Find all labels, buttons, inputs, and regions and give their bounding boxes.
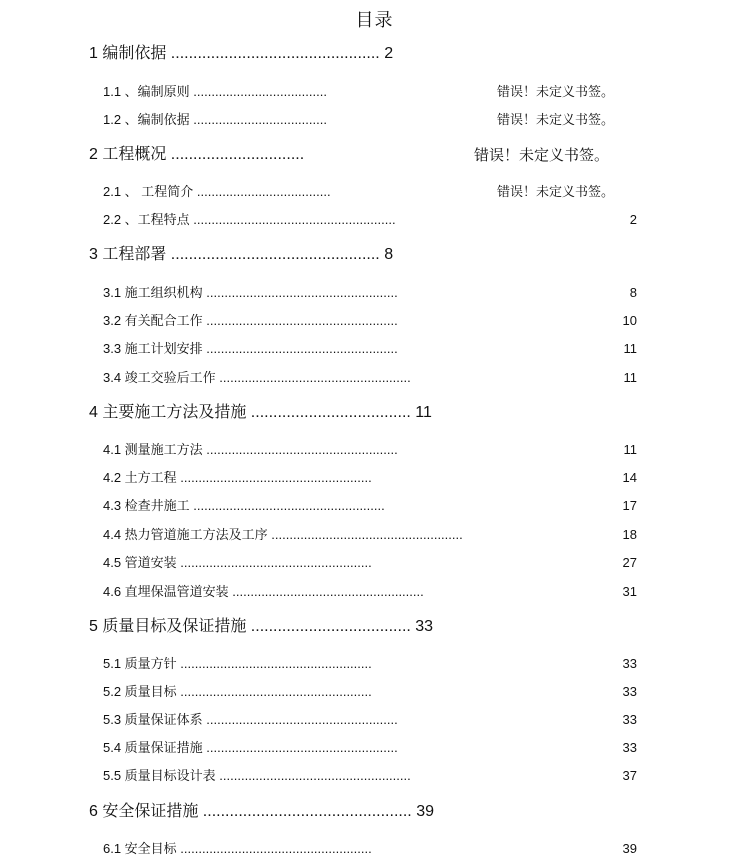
toc-entry-4-1[interactable]	[103, 443, 398, 456]
toc-title: 目录	[355, 10, 394, 30]
toc-bookmark-error: 错误！未定义书签。	[497, 184, 615, 199]
toc-leader-dots: .....................................................	[219, 370, 411, 385]
toc-entry-2-2[interactable]	[103, 213, 396, 226]
toc-entry-label: 4.5 管道安装	[103, 555, 181, 570]
toc-entry-label: 6 安全保证措施	[89, 803, 203, 820]
toc-page-number: 2	[629, 212, 637, 227]
toc-entry-4-2[interactable]	[103, 471, 372, 484]
toc-entry-4-5[interactable]	[103, 556, 372, 569]
toc-leader-dots: ....................................	[250, 404, 411, 421]
toc-bookmark-error: 错误！未定义书签。	[497, 112, 615, 127]
toc-entry-4-4[interactable]	[103, 528, 463, 541]
toc-entry-6-1[interactable]	[103, 842, 372, 855]
toc-entry-4-3[interactable]	[103, 499, 385, 512]
toc-page-number: 8	[629, 285, 637, 300]
toc-entry-label: 3.4 竣工交验后工作	[103, 370, 220, 385]
toc-page-number: 11	[623, 442, 637, 457]
toc-page-number: 33	[415, 618, 434, 635]
toc-leader-dots: ....................................	[196, 112, 327, 127]
toc-leader-dots: ..............................	[170, 146, 305, 163]
toc-page-number: 39	[622, 841, 637, 856]
toc-entry-label: 5 质量目标及保证措施	[89, 618, 251, 635]
toc-page-number: 11	[623, 341, 637, 356]
toc-entry-1[interactable]	[89, 46, 393, 62]
toc-page-number: 33	[622, 656, 637, 671]
toc-entry-3-1[interactable]	[103, 286, 398, 299]
toc-leader-dots: ....................................	[200, 184, 331, 199]
toc-page-number: 33	[622, 740, 637, 755]
toc-entry-label: 4.6 直埋保温管道安装	[103, 584, 233, 599]
toc-page-number: 14	[622, 470, 637, 485]
toc-bookmark-error: 错误！未定义书签。	[497, 84, 615, 99]
toc-leader-dots: .....................................................	[193, 498, 385, 513]
toc-entry-5[interactable]	[89, 619, 433, 635]
toc-entry-label: 5.1 质量方针	[103, 656, 181, 671]
toc-leader-dots: .......................................................	[196, 212, 396, 227]
toc-entry-5-5[interactable]	[103, 769, 411, 782]
toc-leader-dots: .....................................................	[271, 527, 463, 542]
toc-entry-1-1[interactable]	[103, 85, 327, 98]
toc-leader-dots: ...............................................	[170, 45, 380, 62]
toc-leader-dots: .....................................................	[180, 684, 372, 699]
toc-entry-5-1[interactable]	[103, 657, 372, 670]
toc-bookmark-error: 错误！未定义书签。	[474, 147, 610, 164]
toc-entry-label: 4.3 检查井施工	[103, 498, 194, 513]
toc-leader-dots: .....................................................	[180, 470, 372, 485]
toc-leader-dots: .....................................................	[206, 442, 398, 457]
toc-page-number: 33	[622, 684, 637, 699]
toc-entry-3-3[interactable]	[103, 342, 398, 355]
toc-entry-5-2[interactable]	[103, 685, 372, 698]
toc-leader-dots: .....................................................	[180, 656, 372, 671]
toc-leader-dots: .....................................................	[206, 313, 398, 328]
toc-entry-label: 5.5 质量目标设计表	[103, 768, 220, 783]
toc-entry-5-4[interactable]	[103, 741, 398, 754]
toc-entry-label: 4.1 测量施工方法	[103, 442, 207, 457]
toc-entry-label: 1.1 、编制原则 .	[103, 84, 197, 99]
toc-entry-2-1[interactable]	[103, 185, 331, 198]
toc-entry-3-4[interactable]	[103, 371, 411, 384]
toc-entry-label: 2.1 、 工程简介 .	[103, 184, 201, 199]
toc-leader-dots: .....................................................	[180, 841, 372, 856]
toc-entry-3[interactable]	[89, 247, 393, 263]
toc-leader-dots: ...............................................	[202, 803, 412, 820]
toc-page-number: 18	[622, 527, 637, 542]
toc-entry-label: 5.2 质量目标	[103, 684, 181, 699]
toc-entry-label: 3.1 施工组织机构	[103, 285, 207, 300]
toc-entry-3-2[interactable]	[103, 314, 398, 327]
toc-entry-6[interactable]	[89, 804, 434, 820]
toc-leader-dots: .....................................................	[219, 768, 411, 783]
toc-entry-4-6[interactable]	[103, 585, 424, 598]
toc-page-number: 8	[384, 246, 394, 263]
toc-entry-label: 5.4 质量保证措施	[103, 740, 207, 755]
toc-page-number: 11	[623, 370, 637, 385]
toc-leader-dots: .....................................................	[206, 341, 398, 356]
toc-entry-label: 1.2 、编制依据 .	[103, 112, 197, 127]
toc-page-number: 11	[415, 404, 432, 421]
toc-entry-label: 4.4 热力管道施工方法及工序	[103, 527, 272, 542]
toc-entry-label: 4 主要施工方法及措施	[89, 404, 251, 421]
toc-leader-dots: ....................................	[250, 618, 411, 635]
toc-entry-2[interactable]	[89, 147, 304, 163]
toc-page-number: 17	[622, 498, 637, 513]
toc-entry-label: 3.2 有关配合工作	[103, 313, 207, 328]
toc-entry-label: 3 工程部署	[89, 246, 171, 263]
toc-page-number: 37	[622, 768, 637, 783]
toc-page-number: 27	[622, 555, 637, 570]
toc-entry-5-3[interactable]	[103, 713, 398, 726]
toc-leader-dots: ....................................	[196, 84, 327, 99]
toc-page-number: 2	[384, 45, 394, 62]
toc-entry-label: 5.3 质量保证体系	[103, 712, 207, 727]
toc-entry-1-2[interactable]	[103, 113, 327, 126]
toc-entry-4[interactable]	[89, 405, 432, 421]
toc-page-number: 39	[416, 803, 434, 820]
toc-leader-dots: .....................................................	[206, 285, 398, 300]
toc-entry-label: 3.3 施工计划安排	[103, 341, 207, 356]
toc-entry-label: 2.2 、工程特点 .	[103, 212, 197, 227]
toc-leader-dots: ...............................................	[170, 246, 380, 263]
toc-entry-label: 2 工程概况	[89, 146, 171, 163]
toc-entry-label: 1 编制依据	[89, 45, 171, 62]
toc-page-number: 10	[622, 313, 637, 328]
toc-leader-dots: .....................................................	[206, 712, 398, 727]
toc-entry-label: 6.1 安全目标	[103, 841, 181, 856]
toc-leader-dots: .....................................................	[180, 555, 372, 570]
toc-page-number: 33	[622, 712, 637, 727]
toc-leader-dots: .....................................................	[232, 584, 424, 599]
toc-page-number: 31	[622, 584, 637, 599]
toc-entry-label: 4.2 土方工程	[103, 470, 181, 485]
toc-leader-dots: .....................................................	[206, 740, 398, 755]
